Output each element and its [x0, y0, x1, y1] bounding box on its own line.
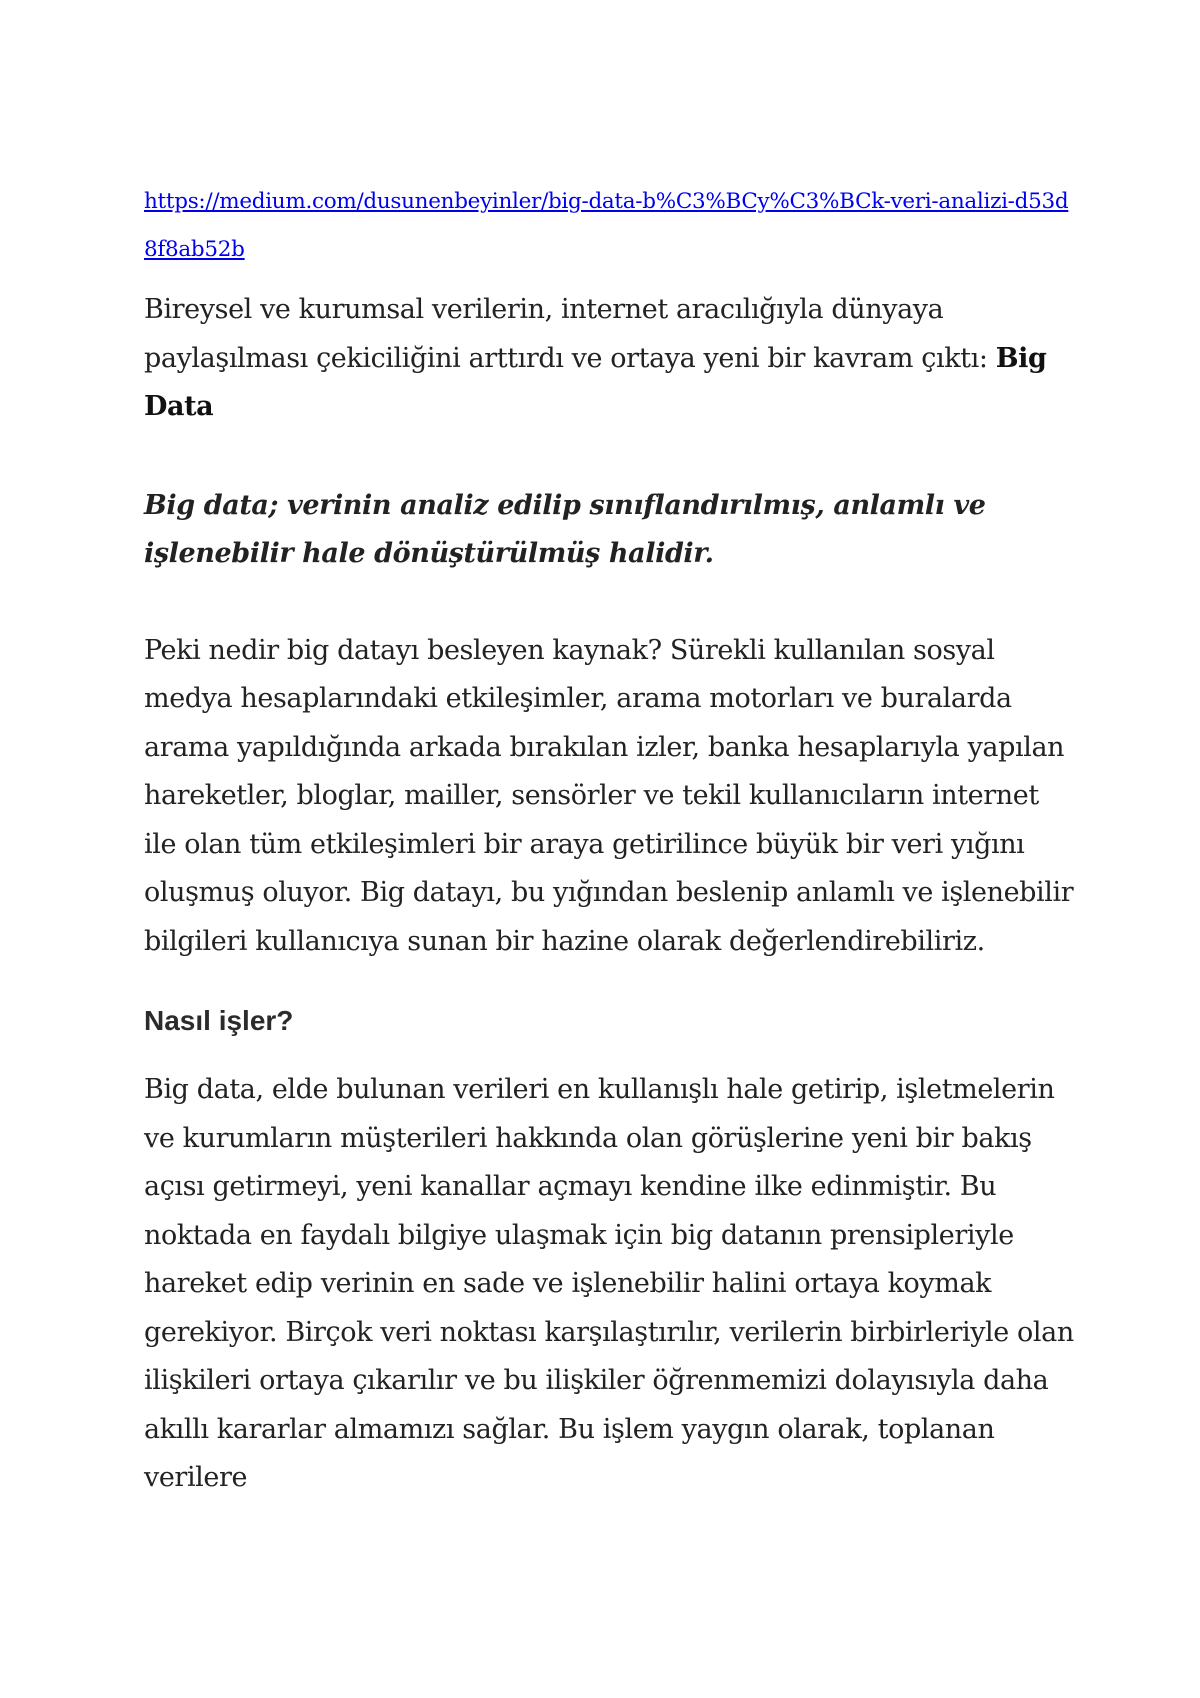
intro-paragraph [144, 286, 1074, 432]
document-page [144, 178, 1074, 1503]
source-link[interactable]: https://medium.com/dusunenbeyinler/big-data-b%C3%BCy%C3%BCk-veri-analizi-d53d8f8ab52b [144, 189, 1069, 262]
section-heading-how-it-works: Nasıl işler? [144, 1005, 294, 1036]
intro-text: Bireysel ve kurumsal verilerin, internet aracılığıyla dünyaya paylaşılması çekiciliğini arttırdı ve ortaya yeni bir kavram çıktı: [144, 294, 996, 374]
sources-paragraph: Peki nedir big datayı besleyen kaynak? Sürekli kullanılan sosyal medya hesaplarındaki etkileşimler, arama motorları ve buralarda arama yapıldığında arkada bırakılan izler, banka hesaplarıyla yapılan hareketler, bloglar, mailler, sensörler ve tekil kullanıcıların internet ile olan tüm etkileşimleri bir araya getirilince büyük bir veri yığını oluşmuş oluyor. Big datayı, bu yığından beslenip anlamlı ve işlenebilir bilgileri kullanıcıya sunan bir hazine olarak değerlendirebiliriz. [144, 634, 1074, 957]
definition-quote: Big data; verinin analiz edilip sınıflandırılmış, anlamlı ve işlenebilir hale dönüştürülmüş halidir. [144, 489, 986, 569]
how-it-works-paragraph: Big data, elde bulunan verileri en kullanışlı hale getirip, işletmelerin ve kurumların müşterileri hakkında olan görüşlerine yeni bir bakış açısı getirmeyi, yeni kanallar açmayı kendine ilke edinmiştir. Bu noktada en faydalı bilgiye ulaşmak için big datanın prensipleriyle hareket edip verinin en sade ve işlenebilir halini ortaya koymak gerekiyor. Birçok veri noktası karşılaştırılır, verilerin birbirleriyle olan ilişkileri ortaya çıkarılır ve bu ilişkiler öğrenmemizi dolayısıyla daha akıllı kararlar almamızı sağlar. Bu işlem yaygın olarak, toplanan verilere [144, 1074, 1074, 1493]
intro-term: Big Data [144, 342, 1047, 422]
